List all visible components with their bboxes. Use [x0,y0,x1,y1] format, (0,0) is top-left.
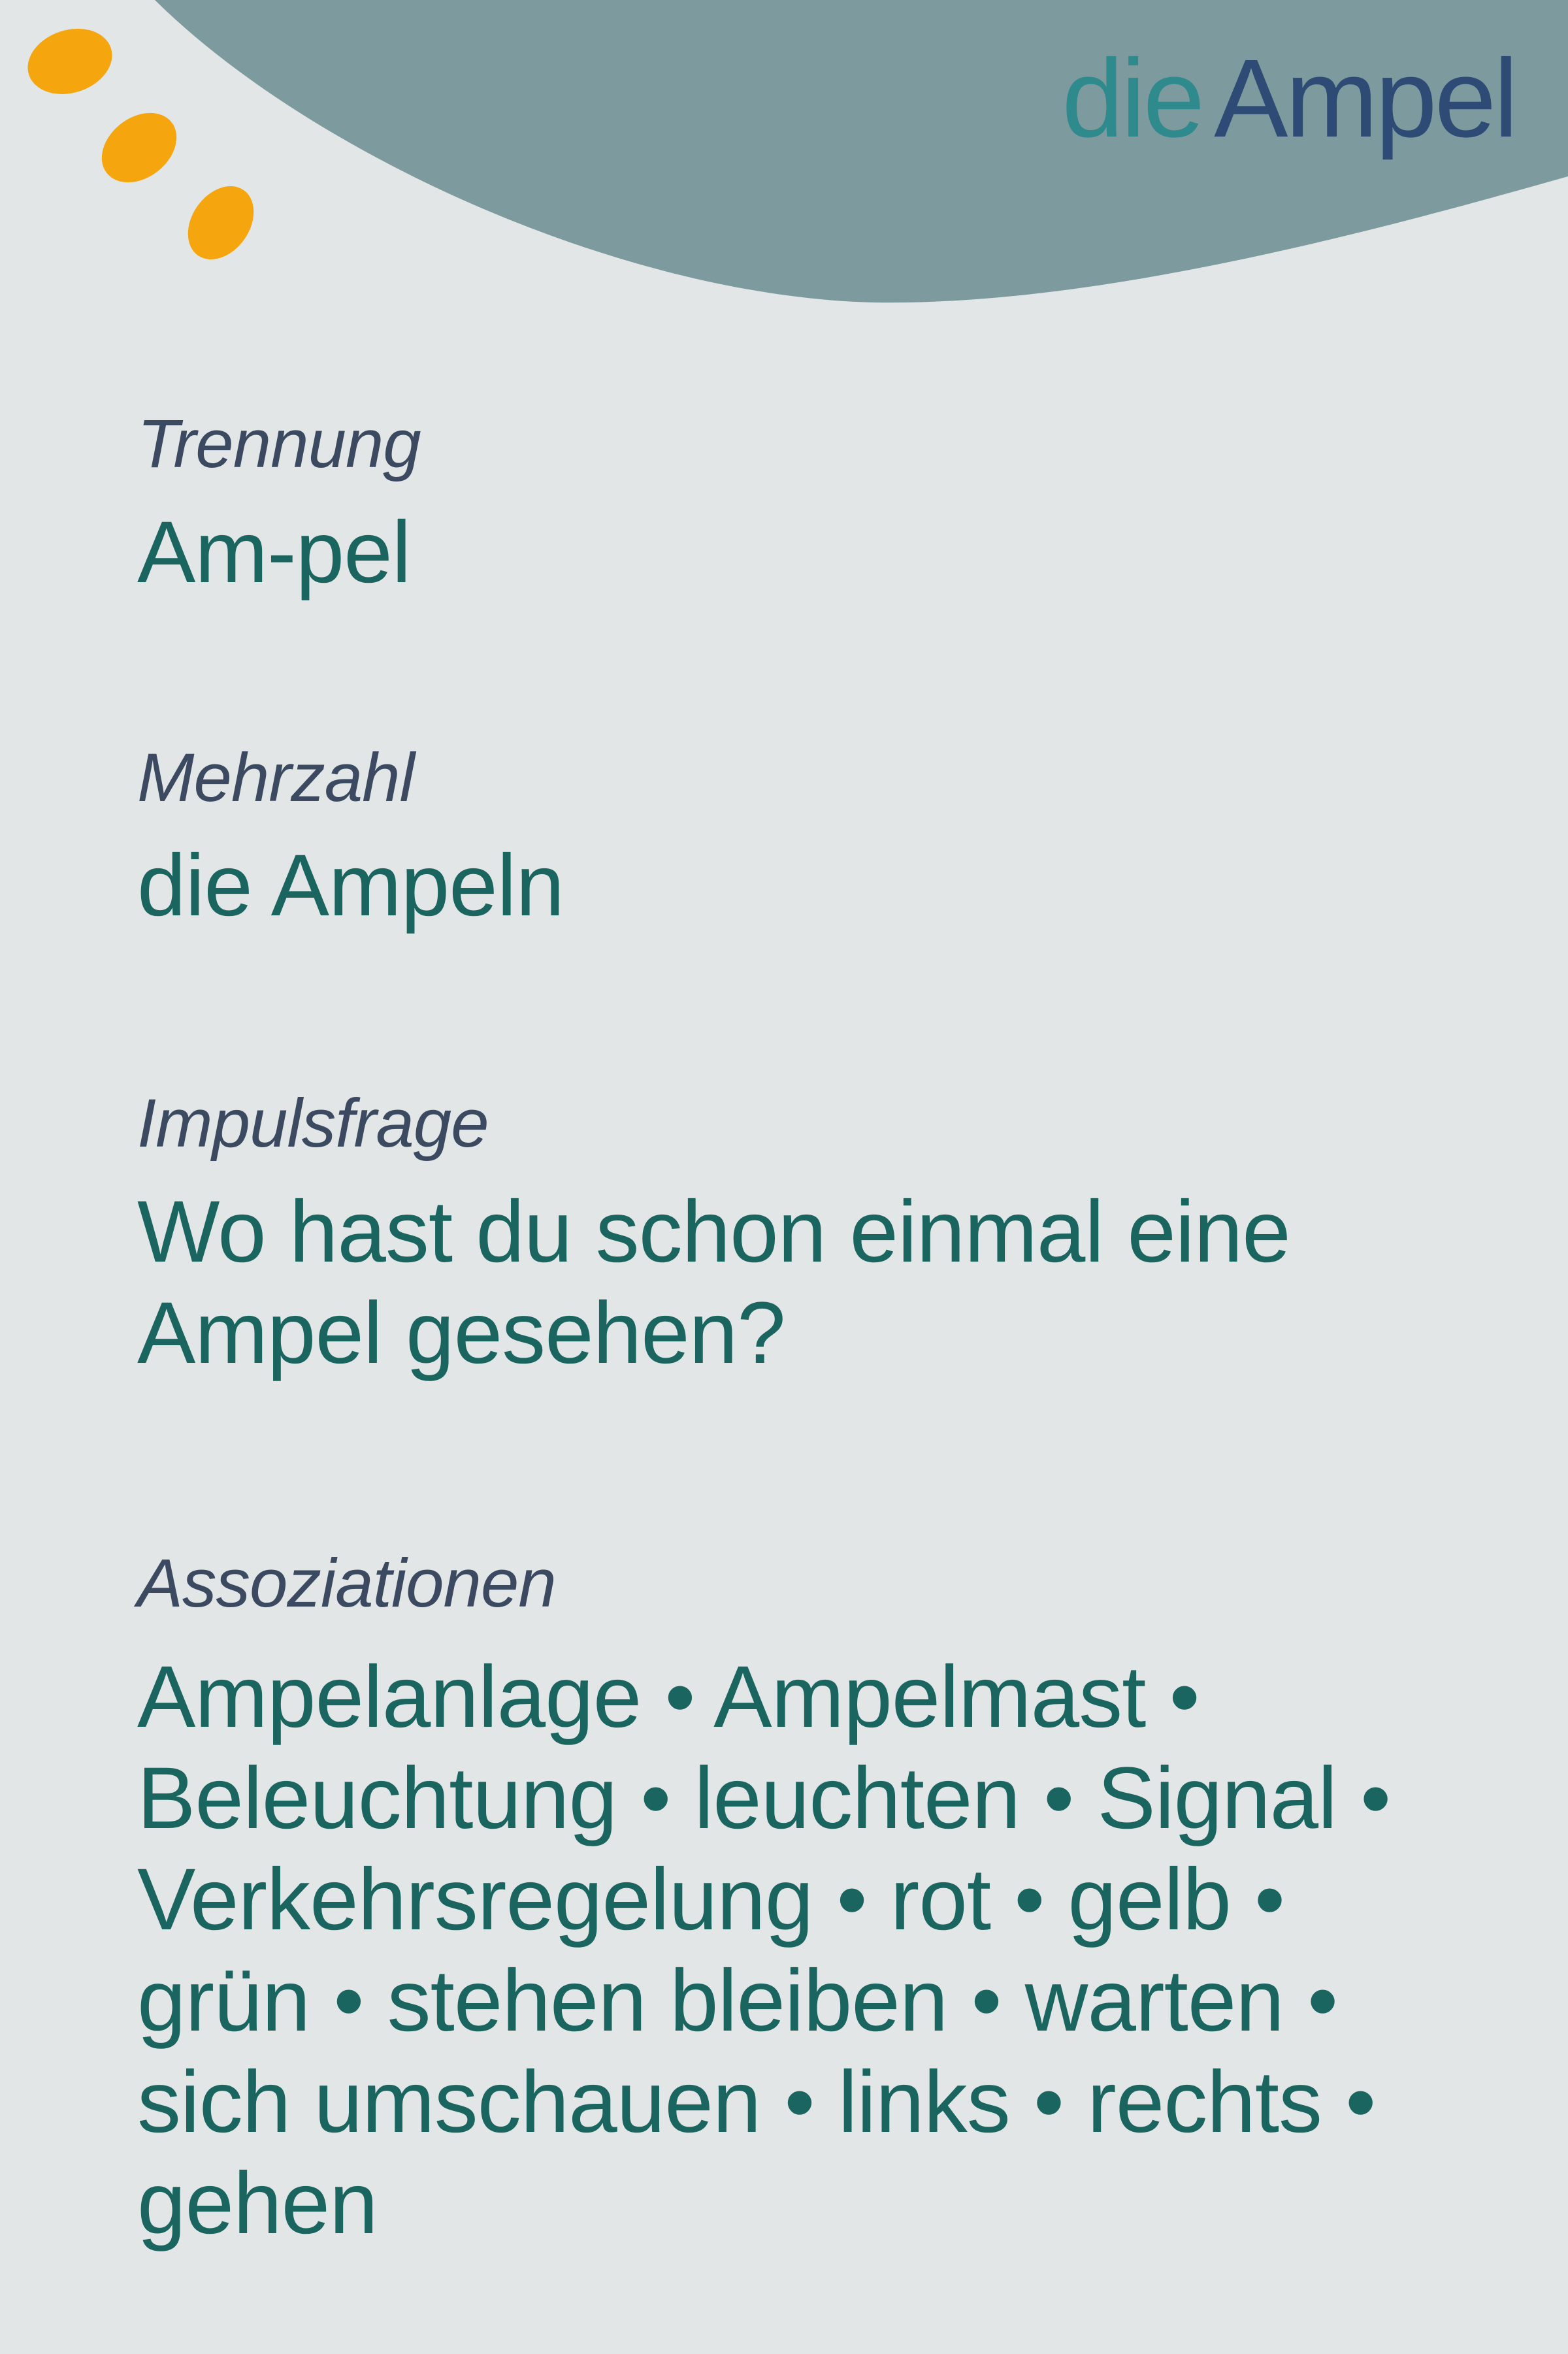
title-article: die [1062,37,1203,161]
section-trennung [137,406,1503,601]
content-line: Verkehrsregelung • rot • gelb • [137,1851,1284,1948]
content-line: Am-pel [137,504,411,601]
page-title [1062,35,1516,163]
content-line: sich umschauen • links • rechts • [137,2053,1376,2151]
content-line: grün • stehen bleiben • warten • [137,1952,1337,2050]
content-line: Beleuchtung • leuchten • Signal • [137,1750,1391,1847]
section-impulsfrage-content [137,1181,1503,1384]
section-assoziationen [137,1545,1503,2252]
section-trennung-content [137,502,1503,603]
section-assoziationen-content [137,1646,1503,2254]
section-impulsfrage [137,1085,1503,1382]
decor-dot-3 [174,174,267,272]
decorative-dots [0,0,327,327]
content-line: Wo hast du schon einmal eine [137,1183,1290,1281]
content-line: Ampelanlage • Ampelmast • [137,1648,1200,1746]
section-assoziationen-label: Assoziationen [137,1545,556,1622]
section-mehrzahl-content [137,835,1503,936]
content-line: gehen [137,2155,378,2252]
decor-dot-1 [19,18,120,105]
section-mehrzahl-label: Mehrzahl [137,740,414,816]
section-trennung-label: Trennung [137,406,421,482]
content-line: Ampel gesehen? [137,1284,785,1382]
content-line: die Ampeln [137,837,564,934]
section-impulsfrage-label: Impulsfrage [137,1085,489,1162]
decor-dot-2 [88,99,190,197]
section-mehrzahl [137,740,1503,934]
title-word: Ampel [1214,37,1516,161]
